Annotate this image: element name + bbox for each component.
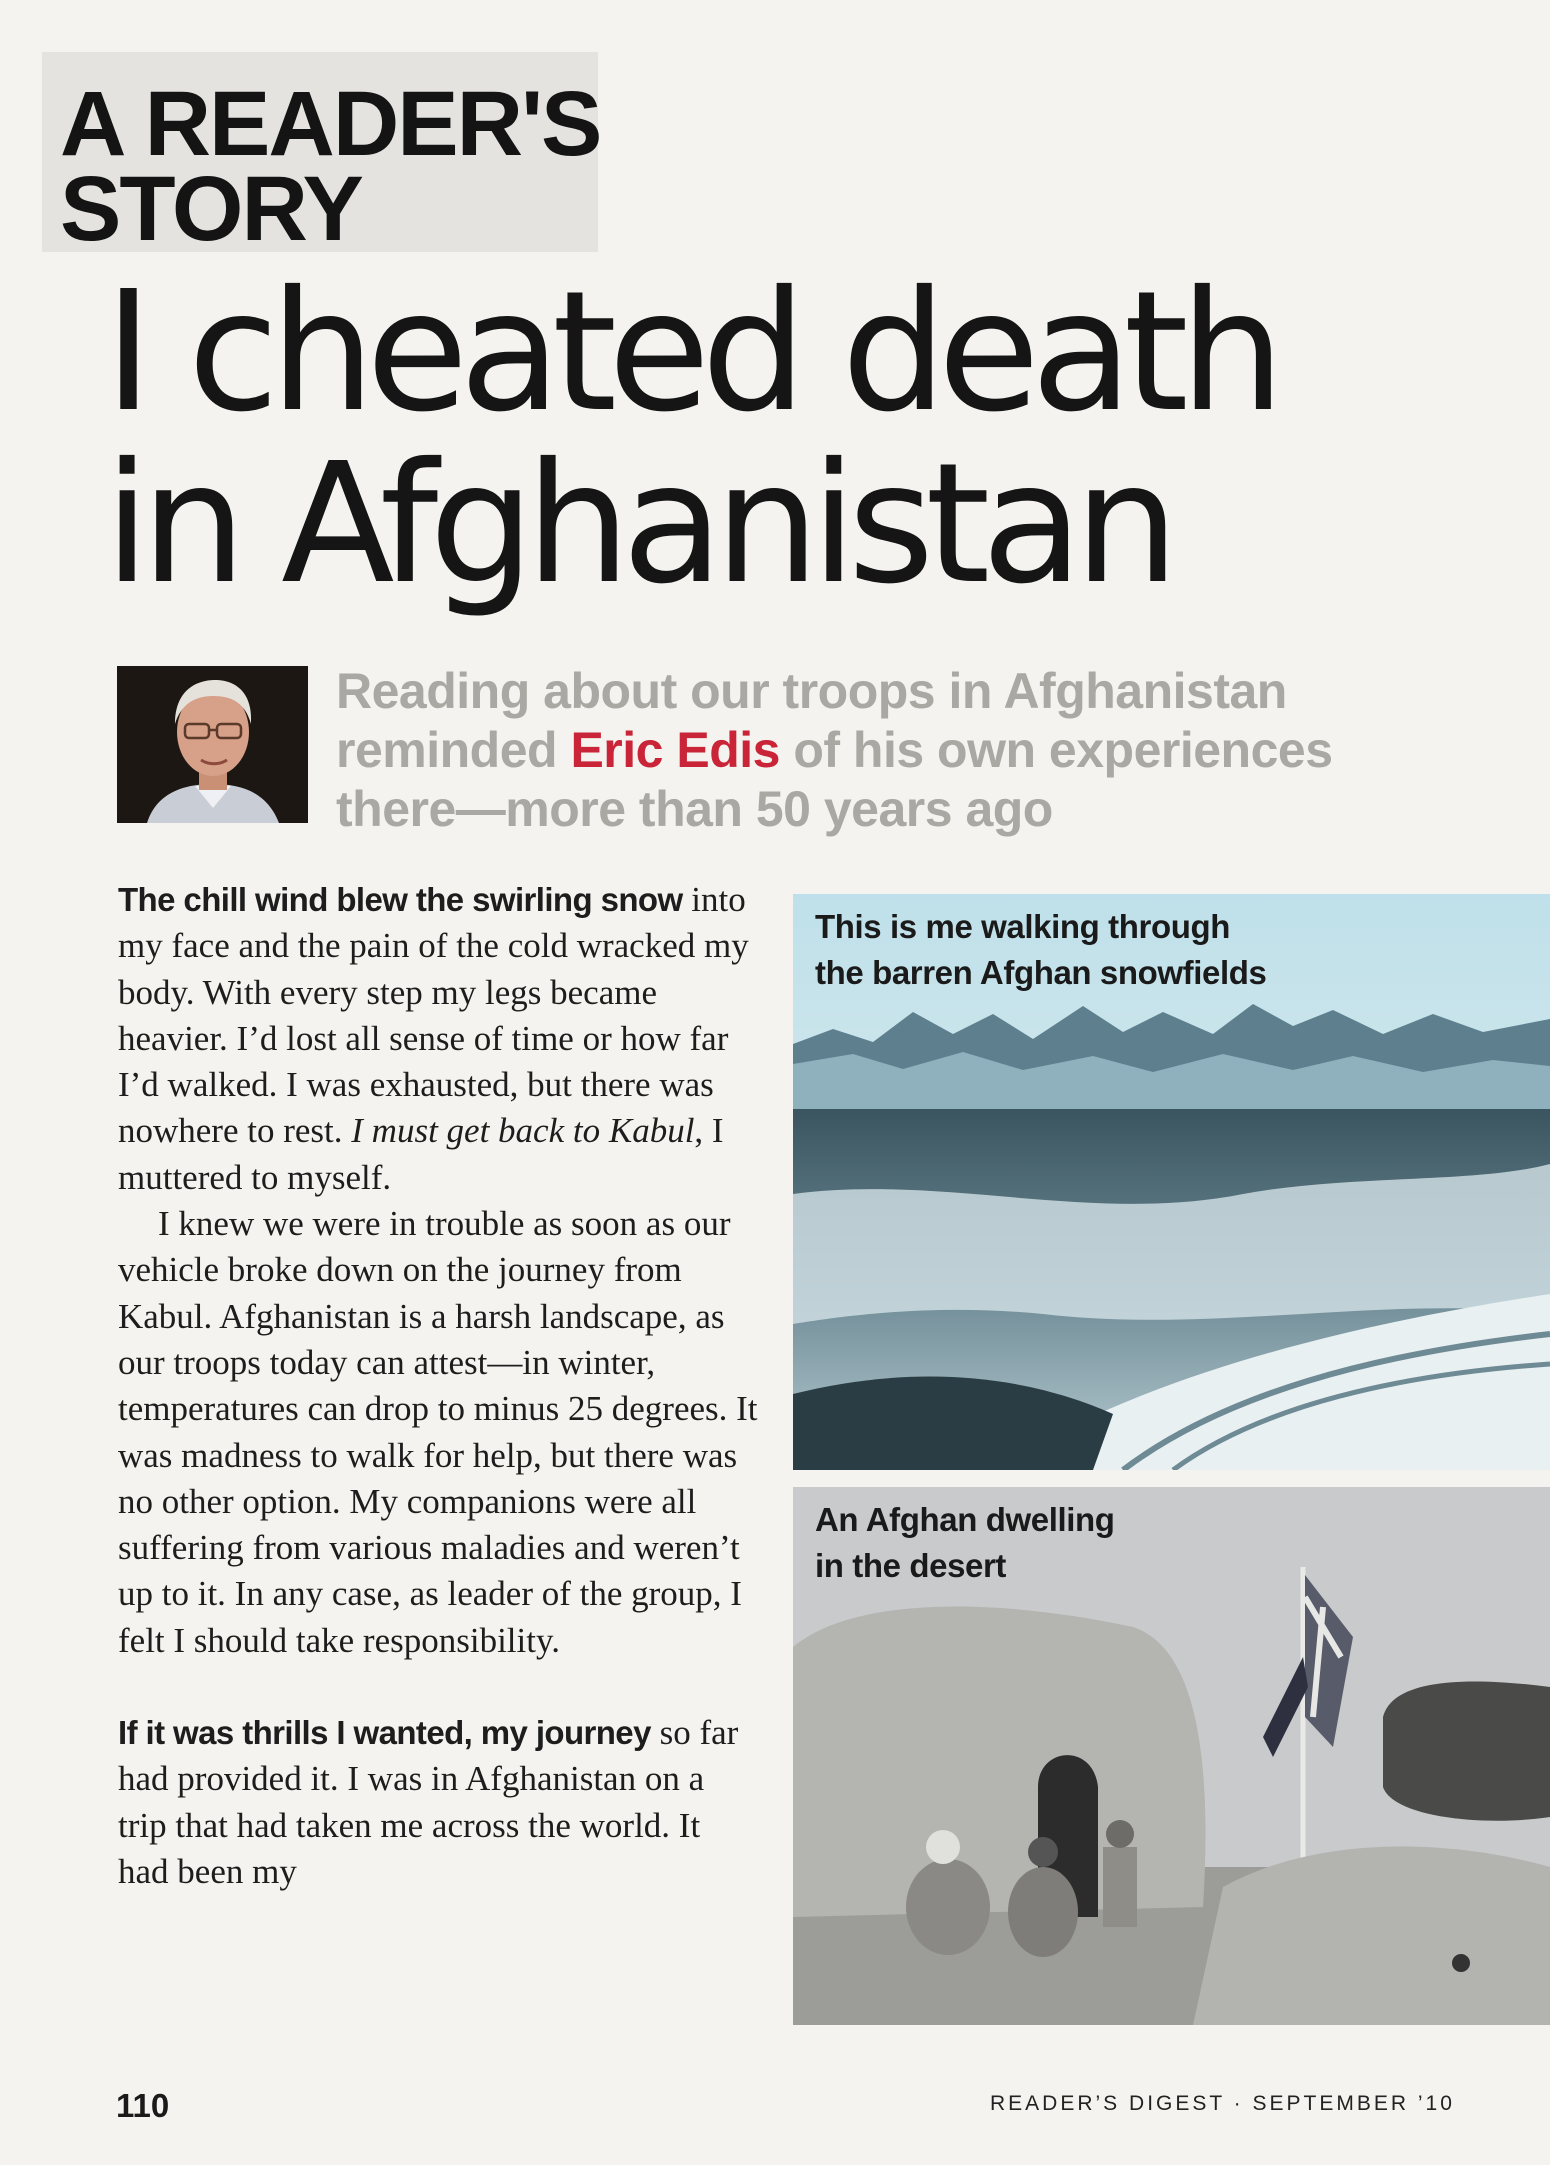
snowfield-photo (793, 894, 1550, 1470)
body-paragraph-3 (118, 1710, 758, 1895)
dwelling-caption-line-2: in the desert (815, 1547, 1007, 1584)
page-number: 110 (116, 2087, 170, 2124)
deck-text-after-name: of his own experiences there—more than 50 years ago (336, 722, 1333, 837)
paragraph-1-italic: I must get back to Kabul (351, 1111, 695, 1151)
author-portrait (117, 666, 308, 823)
section-tag-line-1: A READER'S (60, 73, 601, 175)
snowfield-caption-line-1: This is me walking through (815, 908, 1230, 945)
section-tag-line-2: STORY (60, 158, 362, 260)
author-name: Eric Edis (570, 722, 780, 778)
body-paragraph-1 (118, 877, 758, 1201)
headline-line-1: I cheated death (104, 256, 1276, 449)
paragraph-1-text-a: into my face and the pain of the cold wracked my body. With every step my legs became heavier. I’d lost all sense of time or how far I’d walked. I was exhausted, but there was nowhere to rest. (118, 880, 749, 1151)
author-portrait-image (117, 666, 308, 823)
paragraph-3-text: so far had provided it. I was in Afghanistan on a trip that had taken me across the world. It had been my (118, 1713, 739, 1891)
snowfield-caption-line-2: the barren Afghan snowfields (815, 954, 1267, 991)
paragraph-1-text-b: , I muttered to myself. (118, 1111, 724, 1197)
dwelling-caption-line-1: An Afghan dwelling (815, 1501, 1115, 1538)
article-body (118, 877, 758, 1895)
paragraph-3-lead-in: If it was thrills I wanted, my journey (118, 1714, 651, 1752)
headline-line-2: in Afghanistan (104, 428, 1171, 621)
deck-text-before-name: Reading about our troops in Afghanistan reminded (336, 663, 1287, 778)
paragraph-1-lead-in: The chill wind blew the swirling snow (118, 881, 683, 918)
body-paragraph-2: I knew we were in trouble as soon as our vehicle broke down on the journey from Kabul. Afghanistan is a harsh landscape, as our troops today can attest—in winter, temperatures can drop to minus 25 degrees. It was madness to walk for help, but there was no other option. My companions were all suffering from various maladies and weren’t up to it. In any case, as leader of the group, I felt I should take responsibility. (118, 1204, 758, 1660)
section-tag (42, 52, 601, 260)
running-footer: READER’S DIGEST · SEPTEMBER ’10 (990, 2092, 1455, 2115)
article-deck (336, 662, 1436, 839)
dwelling-photo (793, 1487, 1550, 2025)
